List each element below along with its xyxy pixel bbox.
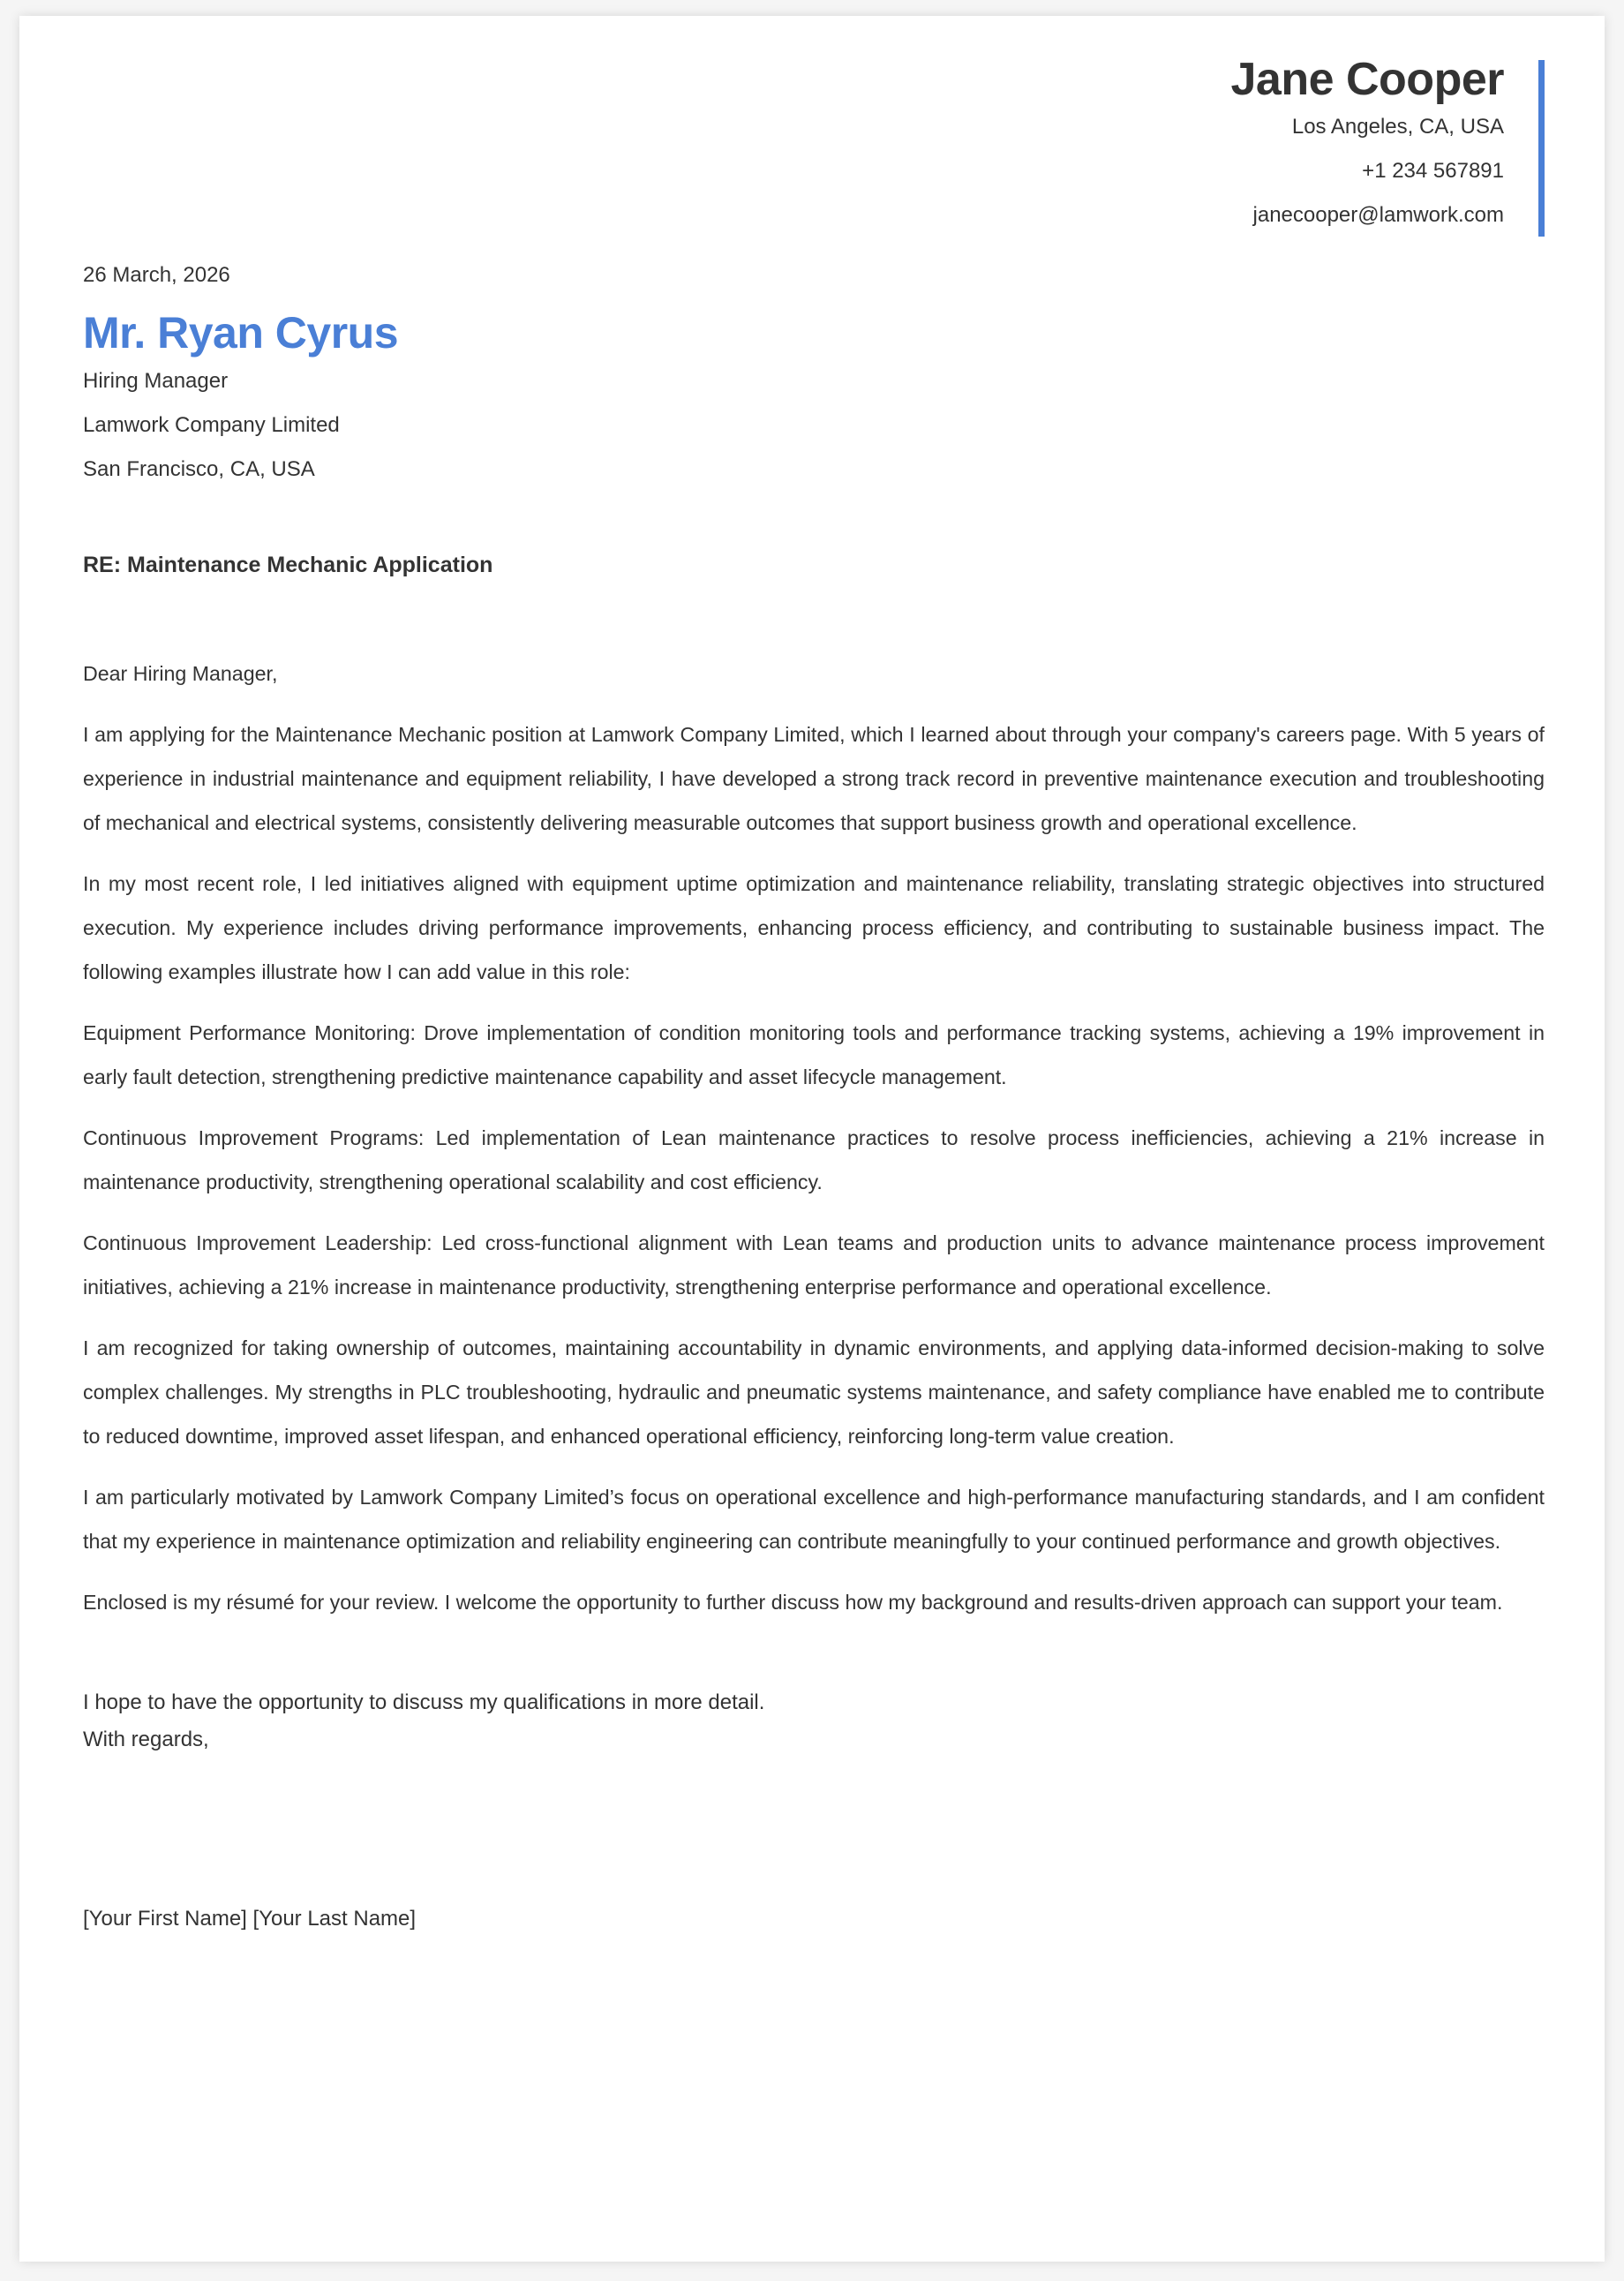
body-paragraph: Continuous Improvement Programs: Led implementation of Lean maintenance practices to resolve process inefficiencies, achieving a 21% increase in maintenance productivity, strengthening operational scalability and cost efficiency. xyxy=(83,1126,1545,1193)
salutation: Dear Hiring Manager, xyxy=(83,662,278,685)
sender-phone: +1 234 567891 xyxy=(1362,159,1504,183)
signature-name: [Your First Name] [Your Last Name] xyxy=(83,1907,417,1931)
recipient-title: Hiring Manager xyxy=(83,369,229,393)
body-paragraph: I am particularly motivated by Lamwork Company Limited’s focus on operational excellence and high-performance manufacturing standards, and I am confident that my experience in maintenance optimization and reliability engineering can contribute meaningfully to your continued performance and growth objectives. xyxy=(83,1486,1545,1553)
body-paragraph: In my most recent role, I led initiatives aligned with equipment uptime optimization and maintenance reliability, translating strategic objectives into structured execution. My experience includes driving performance improvements, enhancing process efficiency, and contributing to sustainable business impact. The following examples illustrate how I can add value in this role: xyxy=(83,872,1545,983)
body-paragraph: Continuous Improvement Leadership: Led cross-functional alignment with Lean teams and production units to advance maintenance process improvement initiatives, achieving a 21% increase in maintenance productivity, strengthening enterprise performance and operational excellence. xyxy=(83,1231,1545,1299)
body-paragraph: I am applying for the Maintenance Mechanic position at Lamwork Company Limited, which I learned about through your company's careers page. With 5 years of experience in industrial maintenance and equipment reliability, I have developed a strong track record in preventive maintenance execution and troubleshooting of mechanical and electrical systems, consistently delivering measurable outcomes that support business growth and operational excellence. xyxy=(83,723,1545,834)
body-paragraph: Enclosed is my résumé for your review. I welcome the opportunity to further discuss how my background and results-driven approach can support your team. xyxy=(83,1591,1503,1614)
header-accent-bar xyxy=(1538,60,1545,237)
subject-line: RE: Maintenance Mechanic Application xyxy=(83,553,493,577)
closing xyxy=(83,1684,764,1758)
body-paragraph: I am recognized for taking ownership of outcomes, maintaining accountability in dynamic environments, and applying data-informed decision-making to solve complex challenges. My strengths in PLC troubleshooting, hydraulic and pneumatic systems maintenance, and safety compliance have enabled me to contribute to reduced downtime, improved asset lifespan, and enhanced operational efficiency, reinforcing long-term value creation. xyxy=(83,1336,1545,1448)
closing-valediction: With regards, xyxy=(83,1728,209,1751)
body-paragraph: Equipment Performance Monitoring: Drove implementation of condition monitoring tools and performance tracking systems, achieving a 19% improvement in early fault detection, strengthening predictive maintenance capability and asset lifecycle management. xyxy=(83,1021,1545,1088)
sender-location: Los Angeles, CA, USA xyxy=(1291,115,1504,139)
letter-date: 26 March, 2026 xyxy=(83,263,230,287)
sender-name: Jane Cooper xyxy=(1230,54,1504,105)
closing-line: I hope to have the opportunity to discuss my qualifications in more detail. xyxy=(83,1690,765,1714)
recipient-name: Mr. Ryan Cyrus xyxy=(83,308,399,358)
letter-page xyxy=(19,16,1605,2262)
letter-body xyxy=(83,651,1545,1641)
sender-email: janecooper@lamwork.com xyxy=(1252,203,1504,227)
recipient-location: San Francisco, CA, USA xyxy=(83,457,315,481)
recipient-company: Lamwork Company Limited xyxy=(83,413,340,437)
